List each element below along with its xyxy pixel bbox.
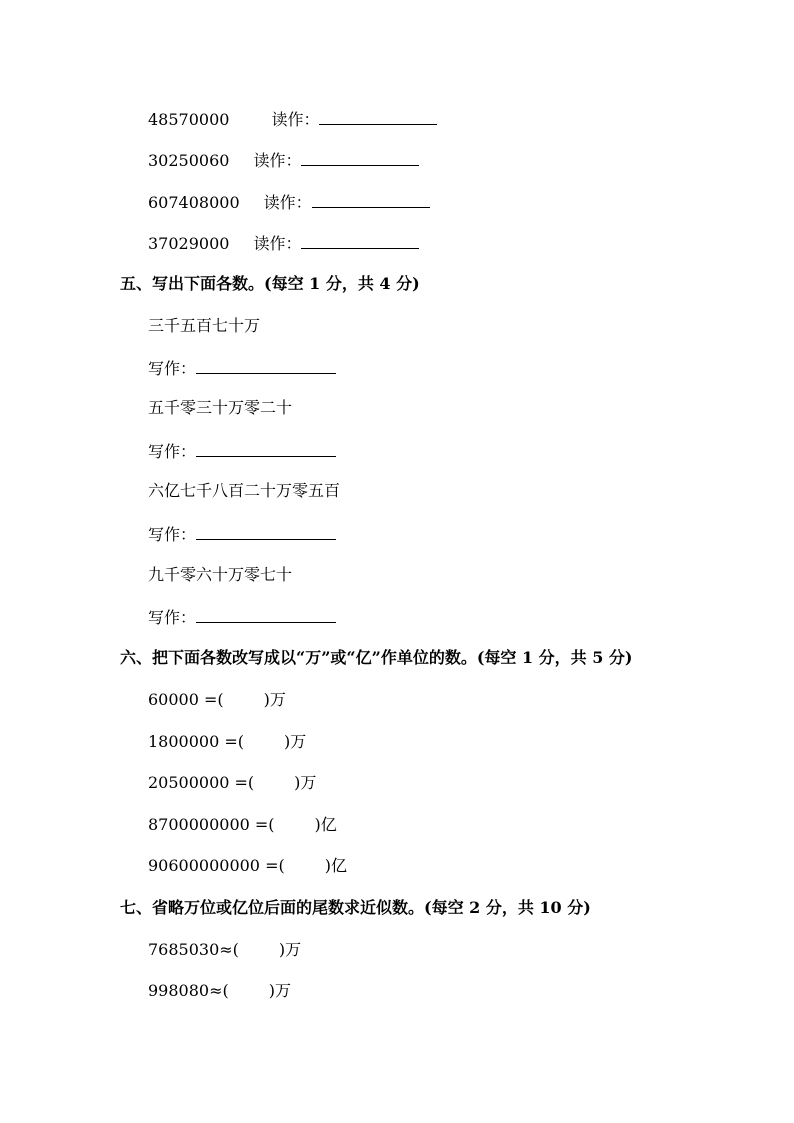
read-label: 读作： <box>253 234 302 253</box>
write-row <box>148 523 336 545</box>
unit-text: )亿 <box>324 856 347 875</box>
read-item <box>148 232 419 254</box>
answer-blank[interactable] <box>301 232 419 249</box>
unit-text: )万 <box>294 773 317 792</box>
read-label: 读作： <box>263 193 312 212</box>
convert-item <box>148 690 286 710</box>
approx-item <box>148 940 301 960</box>
write-row <box>148 357 336 379</box>
write-label: 写作： <box>148 525 197 544</box>
unit-text: )万 <box>284 732 307 751</box>
expression-text: 998080≈( <box>148 981 229 1000</box>
unit-text: )万 <box>278 940 302 959</box>
convert-item <box>148 773 316 793</box>
answer-blank[interactable] <box>301 149 419 166</box>
section-heading: 六、把下面各数改写成以“万”或“亿”作单位的数。(每空 1 分，共 5 分) <box>120 648 633 667</box>
read-label: 读作： <box>271 110 320 129</box>
answer-blank[interactable] <box>319 108 437 125</box>
chinese-number-text: 三千五百七十万 <box>148 316 261 335</box>
expression-text: 60000 =( <box>148 690 224 709</box>
number-text: 48570000 <box>148 110 230 129</box>
number-text: 607408000 <box>148 193 240 212</box>
section-heading: 五、写出下面各数。(每空 1 分，共 4 分) <box>120 274 420 293</box>
write-label: 写作： <box>148 359 197 378</box>
expression-text: 20500000 =( <box>148 773 255 792</box>
write-row <box>148 606 336 628</box>
write-label: 写作： <box>148 442 197 461</box>
answer-blank[interactable] <box>196 440 336 457</box>
section-heading: 七、省略万位或亿位后面的尾数求近似数。(每空 2 分，共 10 分) <box>120 898 591 917</box>
convert-item <box>148 815 337 835</box>
unit-text: )万 <box>268 981 291 1000</box>
number-text: 37029000 <box>148 234 230 253</box>
answer-blank[interactable] <box>312 191 430 208</box>
expression-text: 7685030≈( <box>148 940 239 959</box>
answer-blank[interactable] <box>196 523 336 540</box>
write-label: 写作： <box>148 608 197 627</box>
read-item <box>148 191 430 213</box>
expression-text: 90600000000 =( <box>148 856 285 875</box>
chinese-number-text: 五千零三十万零二十 <box>148 398 293 417</box>
expression-text: 8700000000 =( <box>148 815 275 834</box>
expression-text: 1800000 =( <box>148 732 244 751</box>
chinese-number-text: 六亿七千八百二十万零五百 <box>148 481 341 500</box>
approx-item <box>148 981 291 1001</box>
read-label: 读作： <box>253 151 302 170</box>
write-row <box>148 440 336 462</box>
chinese-number-text: 九千零六十万零七十 <box>148 565 293 584</box>
convert-item <box>148 732 306 752</box>
answer-blank[interactable] <box>196 357 336 374</box>
answer-blank[interactable] <box>196 606 336 623</box>
unit-text: )万 <box>263 690 286 709</box>
read-item <box>148 149 419 171</box>
number-text: 30250060 <box>148 151 230 170</box>
convert-item <box>148 856 347 876</box>
read-item <box>148 108 437 130</box>
unit-text: )亿 <box>314 815 337 834</box>
